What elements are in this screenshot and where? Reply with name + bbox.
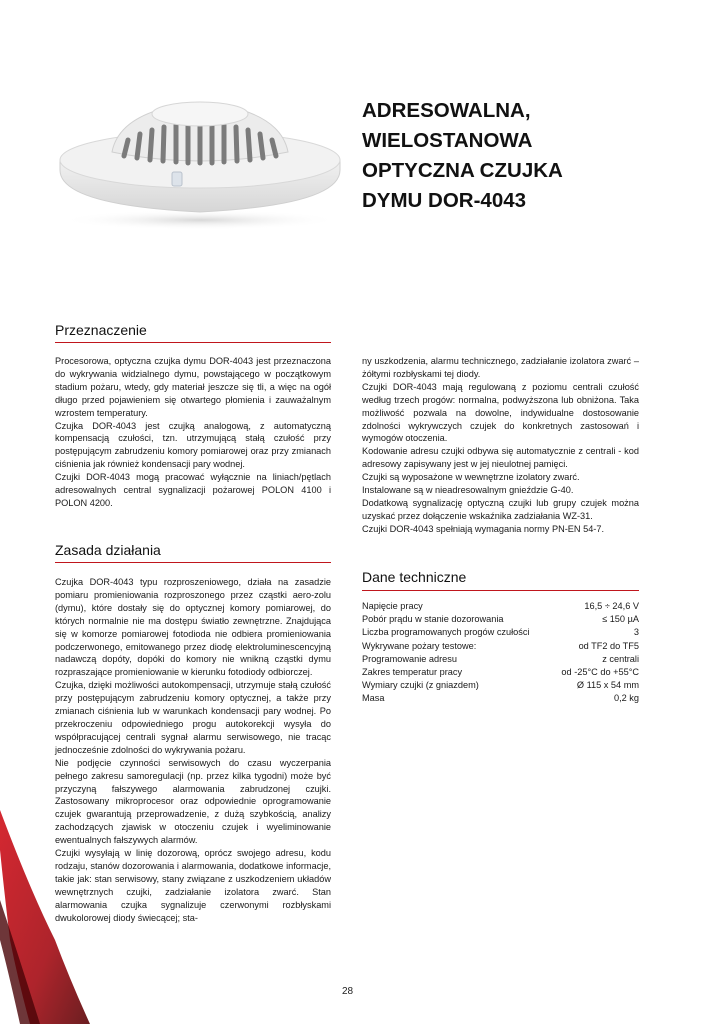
przeznaczenie-body xyxy=(55,355,331,510)
paragraph: Dodatkową sygnalizację optyczną czujki lub grupy czujek można uzyskać przez dołączenie wskaźnika zadziałania WZ-31. xyxy=(362,497,639,521)
spec-row xyxy=(362,679,639,692)
title-line: DYMU DOR-4043 xyxy=(362,189,527,212)
document-title xyxy=(362,96,682,216)
right-column-body xyxy=(362,355,639,536)
spec-label: Masa xyxy=(362,693,385,704)
spec-label: Liczba programowanych progów czułości xyxy=(362,627,530,638)
paragraph: Czujka DOR-4043 jest czujką analogową, z automatyczną kompensacją czułości, tzn. utrzymującą stałą czułość przy postępującym zabrudzeniu komory pomiarowej oraz przy zmianach ciśnienia jak również kondensacji pary wodnej. xyxy=(55,420,331,470)
spec-value: 16,5 ÷ 24,6 V xyxy=(584,601,639,611)
smoke-detector-image xyxy=(50,80,350,230)
section-heading-przeznaczenie: Przeznaczenie xyxy=(55,322,147,338)
spec-value: z centrali xyxy=(602,653,639,664)
paragraph: Czujki DOR-4043 mogą pracować wyłącznie na liniach/pętlach adresowalnych central sygnalizacji pożarowej POLON 4100 i POLON 4200. xyxy=(55,472,331,508)
page-number: 28 xyxy=(342,986,354,997)
title-line: OPTYCZNA CZUJKA xyxy=(362,159,563,182)
spec-value: 3 xyxy=(633,627,639,638)
spec-label: Wykrywane pożary testowe: xyxy=(362,640,477,651)
paragraph: Czujki są wyposażone w wewnętrzne izolatory zwarć. xyxy=(362,472,580,483)
paragraph: Czujki DOR-4043 spełniają wymagania normy PN-EN 54-7. xyxy=(362,523,605,534)
paragraph: Czujka DOR-4043 typu rozproszeniowego, działa na zasadzie pomiaru promieniowania rozproszonego przez cząstki aero-zolu (dymu), które dostały się do optycznej komory pomiarowej, do których normalnie nie ma dostępu światło zewnętrzne. Znajdująca się w komorze pomiarowej fotodioda nie odbiera promieniowania podczerwonego, emitowanego przez diodę elektroluminescencyjną nadawczą dopóty, dopóki do komory nie wnikną cząstki dymu rozpraszające promieniowanie w kierunku fotodiody odbiorczej. xyxy=(55,577,331,678)
paragraph: Instalowane są w nieadresowalnym gnieździe G-40. xyxy=(362,485,574,496)
spec-value: od -25°C do +55°C xyxy=(561,667,639,678)
spec-row xyxy=(362,653,639,666)
spec-value: od TF2 do TF5 xyxy=(578,640,639,651)
paragraph: Nie podjęcie czynności serwisowych do czasu wyczerpania pełnego zakresu samoregulacji (np. przez kilka tygodni) może być przyczyną fałszywego alarmowania zabrudzonej czujki. Zastosowany mikroprocesor oraz odpowiednie oprogramowanie czujek gwarantują przeprowadzenie, z dużą szybkością, analizy zachodzących zjawisk w otoczeniu czujek i wyeliminowanie ewentualnych fałszywych alarmów. xyxy=(55,757,331,846)
zasada-body xyxy=(55,576,331,924)
paragraph: Procesorowa, optyczna czujka dymu DOR-4043 jest przeznaczona do wykrywania widzialnego dymu, powstającego w początkowym stadium pożaru, wtedy, gdy materiał jeszcze się tli, a więc na ogół długo przed pojawieniem się otwartego płomienia i zauważalnym wzrostem temperatury. xyxy=(55,356,331,418)
spec-label: Zakres temperatur pracy xyxy=(362,667,463,678)
paragraph: Czujka, dzięki możliwości autokompensacji, utrzymuje stałą czułość przy postępującym zabrudzeniu komory optycznej, a także przy zmianach ciśnienia lub w warunkach kondensacji pary wodnej. Po przekroczeniu odpowiedniego progu autokorekcji wysyła do współpracującej centrali sygnał alarmu serwisowego, nie tracąc jednocześnie zdolności do wykrywania pożaru. xyxy=(55,680,331,755)
spec-value: 0,2 kg xyxy=(613,693,639,704)
section-rule xyxy=(55,342,331,343)
spec-row xyxy=(362,600,639,613)
decorative-red-swoosh xyxy=(0,810,90,1024)
section-rule xyxy=(362,590,639,591)
spec-label: Wymiary czujki (z gniazdem) xyxy=(362,680,479,691)
spec-label: Programowanie adresu xyxy=(362,653,457,664)
spec-row xyxy=(362,640,639,653)
title-line: WIELOSTANOWA xyxy=(362,129,533,152)
paragraph: Kodowanie adresu czujki odbywa się automatycznie z centrali - kod adresowy zapisywany jest w jej nieulotnej pamięci. xyxy=(362,446,639,470)
paragraph: Czujki wysyłają w linię dozorową, oprócz swojego adresu, kodu rodzaju, stanów dozorowania i alarmowania, dodatkowe informacje, takie jak: stan serwisowy, stany związane z uszkodzeniem układów wewnętrznych czujki, zadziałanie izolatora zwarć. Stan alarmowania czujka sygnalizuje czerwonymi rozbłyskami dwukolorowej diody świecącej; sta- xyxy=(55,848,331,923)
section-rule xyxy=(55,562,331,563)
spec-row xyxy=(362,692,639,705)
section-heading-dane: Dane techniczne xyxy=(362,569,467,585)
spec-value: ≤ 150 µA xyxy=(602,614,639,625)
paragraph: ny uszkodzenia, alarmu technicznego, zadziałanie izolatora zwarć – żółtymi rozbłyskami tej diody. xyxy=(362,356,639,379)
spec-label: Napięcie pracy xyxy=(362,601,423,611)
section-heading-zasada: Zasada działania xyxy=(55,542,161,558)
spec-table xyxy=(362,600,639,706)
spec-row xyxy=(362,613,639,626)
spec-value: Ø 115 x 54 mm xyxy=(576,680,639,691)
spec-row xyxy=(362,626,639,639)
spec-row xyxy=(362,666,639,679)
spec-label: Pobór prądu w stanie dozorowania xyxy=(362,614,504,625)
title-line: ADRESOWALNA, xyxy=(362,99,531,122)
paragraph: Czujki DOR-4043 mają regulowaną z poziomu centrali czułość według trzech progów: normalna, podwyższona lub obniżona. Taka możliwość pozwala na dowolne, indywidualne dostosowanie zdolności wykrywczych czujek do konkretnych zastosowań i wymogów otoczenia. xyxy=(362,381,639,444)
